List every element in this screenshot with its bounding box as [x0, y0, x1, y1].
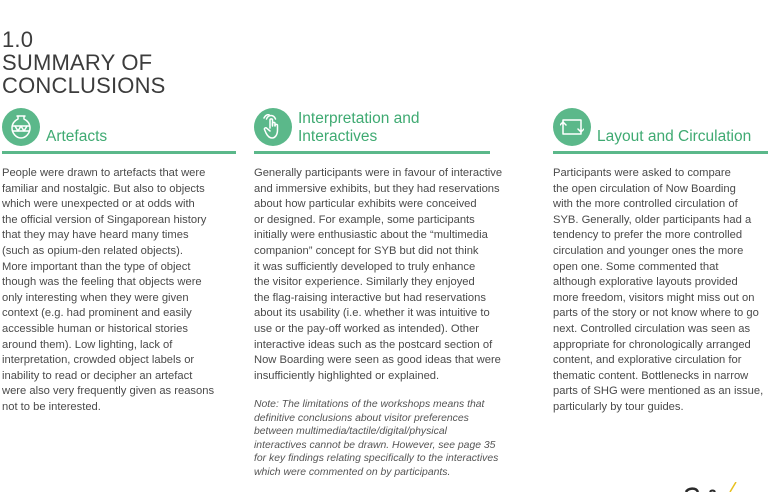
body-line: about its usability (i.e. whether it was intuitive to: [254, 307, 490, 320]
note-line: which were commented on by participants.: [254, 466, 451, 478]
body-line: it was sufficiently developed to truly enhance: [254, 260, 476, 273]
page-title-number: 1.0: [2, 27, 34, 52]
body-line: and immersive exhibits, but they had reservations: [254, 182, 500, 195]
artefacts-heading: [46, 128, 107, 146]
body-line: familiar and nostalgic. But also to objects: [2, 182, 205, 195]
interactives-header: [254, 108, 518, 146]
body-line: use or the pay-off worked as intended). Other: [254, 322, 479, 335]
body-line: initially were enthusiastic about the “multimedia: [254, 229, 488, 242]
body-line: interpretation, crowded object labels or: [2, 354, 195, 367]
artefacts-column: [2, 108, 238, 413]
body-line: next. Controlled circulation was seen as: [553, 322, 751, 335]
body-line: content, and explorative circulation for: [553, 354, 742, 367]
interactives-divider: [254, 151, 490, 154]
body-line: interactive ideas such as the postcard section of: [254, 338, 493, 351]
circulation-arrows-icon: [553, 108, 591, 146]
hand-touch-icon: [254, 108, 292, 146]
body-line: around them). Low lighting, lack of: [2, 338, 173, 351]
body-line: Generally participants were in favour of interactive: [254, 167, 503, 179]
body-line: accessible human or historical stories: [2, 322, 188, 335]
body-line: were also very frequently given as reasons: [2, 385, 215, 398]
body-line: parts of the story or not know where to go: [553, 307, 759, 320]
body-line: insufficiently highlighted or explained.: [254, 369, 440, 382]
body-line: particularly by tour guides.: [553, 400, 684, 413]
note-line: definitive conclusions about visitor preferences: [254, 412, 469, 424]
circulation-body: [553, 166, 763, 416]
note-line: interactives cannot be drawn. However, see page 35: [254, 439, 496, 451]
body-line: SYB. Generally, older participants had a: [553, 213, 752, 226]
page-title-line-2: CONCLUSIONS: [2, 73, 166, 98]
body-line: the open circulation of Now Boarding: [553, 182, 736, 195]
body-line: (such as opium-den related objects).: [2, 244, 183, 257]
note-line: for key findings relating specifically to the interactives: [254, 453, 499, 465]
body-line: Participants were asked to compare: [553, 167, 731, 179]
body-line: or designed. For example, some participants: [254, 213, 475, 226]
body-line: inability to read or decipher an artefact: [2, 369, 193, 382]
circulation-column: [553, 108, 768, 413]
body-line: context (e.g. had prominent and easily: [2, 307, 192, 320]
body-line: More important than the type of object: [2, 260, 191, 273]
body-line: companion” concept for SYB but did not think: [254, 244, 479, 257]
body-line: tendency to prefer the more controlled: [553, 229, 743, 242]
artefacts-heading-line: Artefacts: [46, 128, 108, 145]
body-line: although explorative layouts provided: [553, 276, 738, 289]
interactives-heading-line-2: Interactives: [298, 128, 378, 145]
interactives-heading: [298, 110, 420, 146]
body-line: open one. Some commented that: [553, 260, 719, 273]
body-line: that they may have heard many times: [2, 229, 189, 242]
page-title: [2, 28, 166, 97]
body-line: about how particular exhibits were conceived: [254, 198, 477, 211]
body-line: the visitor experience. Similarly they enjoyed: [254, 276, 475, 289]
interactives-column: [254, 108, 518, 478]
body-line: with the more controlled circulation of: [553, 198, 738, 211]
body-line: more freedom, visitors might miss out on: [553, 291, 755, 304]
body-line: which were unexpected or at odds with: [2, 198, 195, 211]
artefacts-divider: [2, 151, 236, 154]
interactives-heading-line-1: Interpretation and: [298, 110, 420, 127]
body-line: People were drawn to artefacts that were: [2, 167, 206, 179]
interactives-note: [254, 398, 498, 480]
artefacts-body: [2, 166, 214, 416]
body-line: Now Boarding were seen as good ideas that were: [254, 354, 501, 367]
note-line: Note: The limitations of the workshops means that: [254, 399, 485, 410]
vase-icon: [2, 108, 40, 146]
body-line: not to be interested.: [2, 400, 101, 413]
body-line: only interesting when they were given: [2, 291, 189, 304]
note-line: between multimedia/tactile/digital/physical: [254, 426, 447, 438]
body-line: circulation and younger ones the more: [553, 244, 744, 257]
body-line: though was the feeling that objects were: [2, 276, 202, 289]
body-line: thematic content. Bottlenecks in narrow: [553, 369, 749, 382]
circulation-heading-line: Layout and Circulation: [597, 128, 752, 145]
artefacts-header: [2, 108, 238, 146]
circulation-heading: [597, 128, 751, 146]
circulation-header: [553, 108, 768, 146]
body-line: parts of SHG were mentioned as an issue,: [553, 385, 764, 398]
corner-decoration: [684, 482, 744, 492]
body-line: appropriate for chronologically arranged: [553, 338, 751, 351]
interactives-body: [254, 166, 502, 384]
page-title-line-1: SUMMARY OF: [2, 50, 153, 75]
body-line: the flag-raising interactive but had reservations: [254, 291, 486, 304]
body-line: the official version of Singaporean history: [2, 213, 207, 226]
circulation-divider: [553, 151, 768, 154]
